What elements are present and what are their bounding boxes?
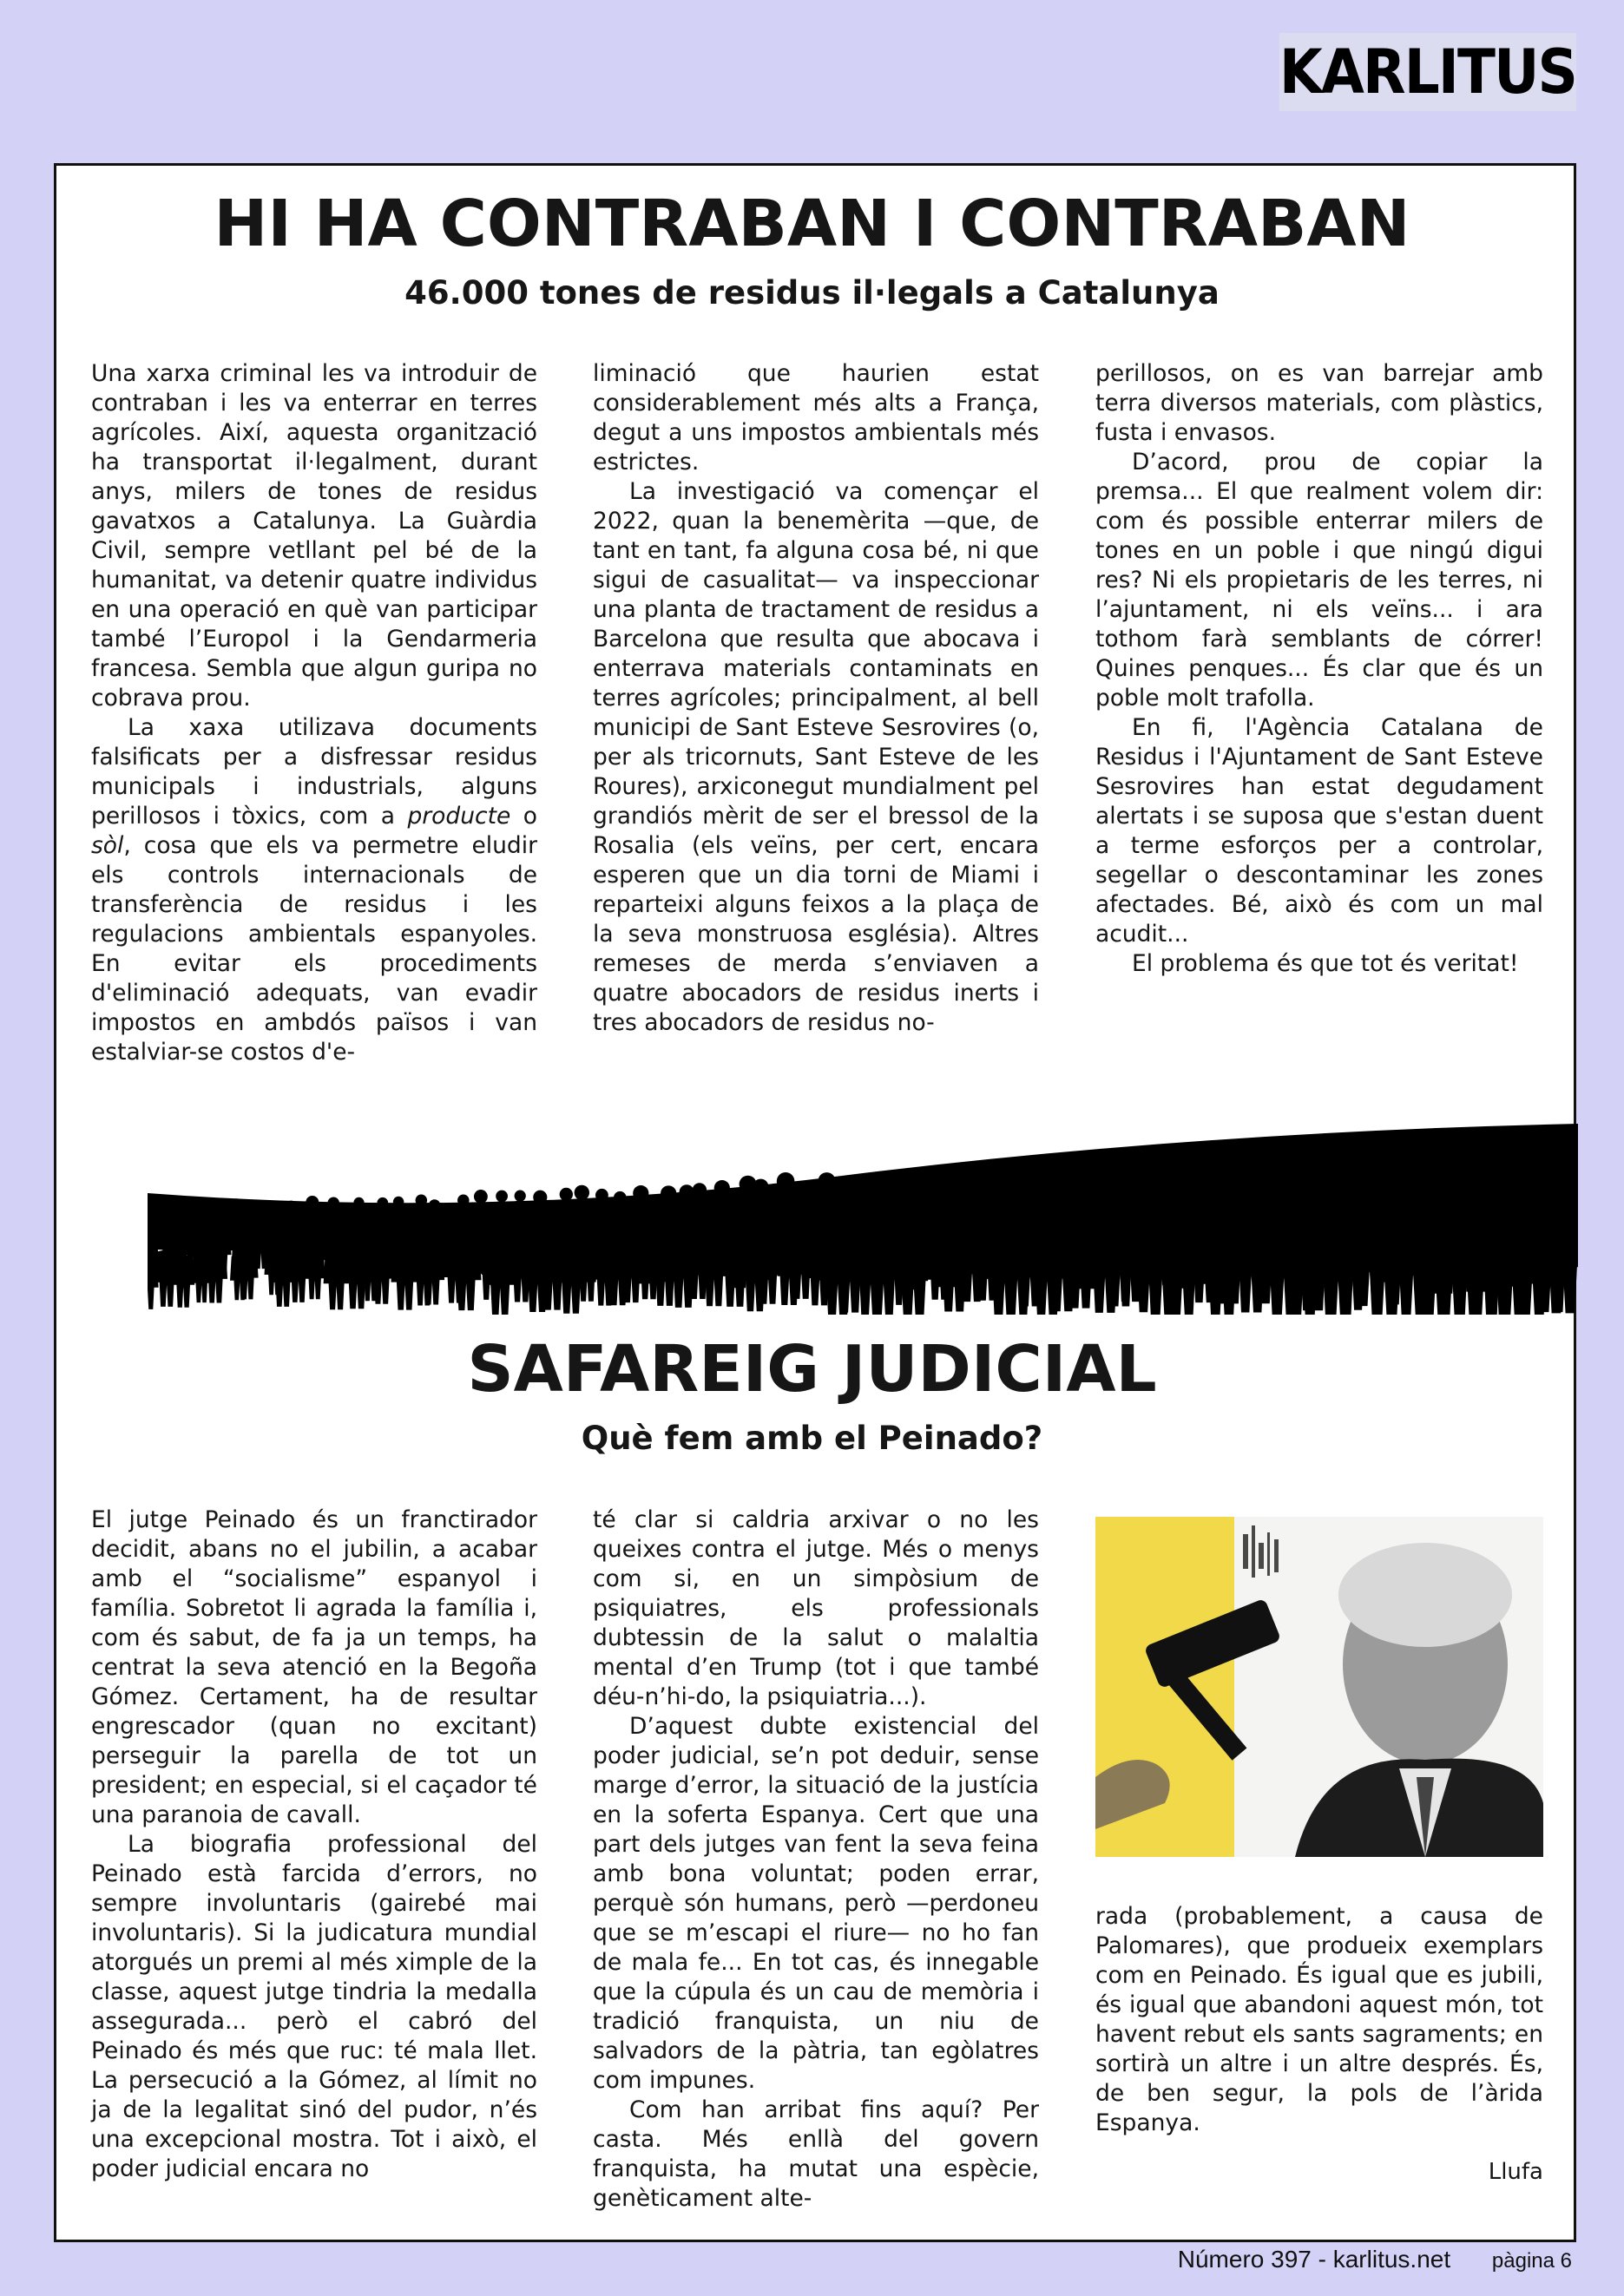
article1-column-2 — [593, 359, 1039, 1038]
article2-column-2 — [593, 1506, 1039, 2214]
paragraph: D’aquest dubte existencial del poder judicial, se’n pot deduir, sense marge d’error, la situació de la justícia en la soferta Espanya. Cert que una part dels jutges van fent la seva feina amb bona voluntat; poden errar, perquè són humans, però —perdoneu que se m’escapi el riure— no ho fan de mala fe... En tot cas, és innegable que la cúpula és un cau de memòria i tradició franquista, un niu de salvadors de la pàtria, tan egòlatres com impunes. — [593, 1713, 1039, 2094]
paragraph: D’acord, prou de copiar la premsa... El que realment volem dir: com és possible enterrar milers de tones en un poble i que ningú digui res? Ni els propietaris de les terres, ni l’ajuntament, ni els veïns... i ara tothom farà semblants de córrer! Quines penques... És clar que és un poble molt trafolla. — [1095, 449, 1543, 712]
paragraph: En fi, l'Agència Catalana de Residus i l'Ajuntament de Sant Esteve Sesrovires han estat degudament alertats i se suposa que s'estan duent a terme esforços per a controlar, segellar o descontaminar les zones afectades. Bé, això és com un mal acudit... — [1095, 714, 1543, 948]
article2-column-1 — [91, 1506, 537, 2184]
paragraph: La investigació va començar el 2022, quan la benemèrita —que, de tant en tant, fa alguna cosa bé, ni que sigui de casualitat— va inspeccionar una planta de tractament de residus a Barcelona que resulta que abocava i enterrava materials contaminats en terres agrícoles; principalment, al bell municipi de Sant Esteve Sesrovires (o, per als tricornuts, Sant Esteve de les Roures), arxiconegut mundialment pel grandiós mèrit de ser el bressol de la Rosalia (els veïns, per cert, encara esperen que un dia torni de Miami i reparteixi alguns feixos a la plaça de la seva monstruosa església). Altres remeses de merda s’enviaven a quatre abocadors de residus inerts i tres abocadors de residus no- — [593, 478, 1039, 1036]
article1-column-3 — [1095, 359, 1543, 979]
brand-logo: KARLITUS — [1279, 33, 1576, 111]
paragraph: rada (probablement, a causa de Palomares), que produeix exemplars com en Peinado. És igual que es jubili, és igual que abandoni aquest món, tot havent rebut els sants sagraments; en sortirà un altre i un altre després. És, de ben segur, la pols de l’àrida Espanya. — [1095, 1903, 1543, 2136]
article1-title: HI HA CONTRABAN I CONTRABAN — [214, 187, 1410, 261]
paragraph: perillosos, on es van barrejar amb terra diversos materials, com plàstics, fusta i envasos. — [1095, 360, 1543, 446]
issue-info: Número 397 - karlitus.net — [1177, 2246, 1451, 2273]
paragraph: Una xarxa criminal les va introduir de contraban i les va enterrar en terres agrícoles. Així, aquesta organització ha transportat il·legalment, durant anys, milers de tones de residus gavatxos a Catalunya. La Guàrdia Civil, sempre vetllant pel bé de la humanitat, va detenir quatre individus en una operació en què van participar també l’Europol i la Gendarmeria francesa. Sembla que algun guripa no cobrava prou. — [91, 360, 537, 712]
author-signature: Llufa — [1488, 2159, 1543, 2185]
paragraph: liminació que haurien estat considerablement més alts a França, degut a uns impostos ambientals més estrictes. — [593, 360, 1039, 476]
article1-column-1 — [91, 359, 537, 1067]
page-footer — [1178, 2246, 1572, 2273]
article2-subtitle: Què fem amb el Peinado? — [581, 1420, 1043, 1457]
crowd-silhouette-image — [148, 1089, 1578, 1315]
article2-title: SAFAREIG JUDICIAL — [467, 1332, 1157, 1407]
paragraph: Com han arribat fins aquí? Per casta. Més enllà del govern franquista, ha mutat una espècie, genèticament alte- — [593, 2096, 1039, 2212]
paragraph: El jutge Peinado és un franctirador decidit, abans no el jubilin, a acabar amb el “socialisme” espanyol i família. Sobretot li agrada la família i, com és sabut, de fa ja un temps, ha centrat la seva atenció en la Begoña Gómez. Certament, ha de resultar engrescador (quan no excitant) perseguir la parella de tot un president; en especial, si el caçador té una paranoia de cavall. — [91, 1506, 537, 1828]
paragraph: El problema és que tot és veritat! — [1132, 950, 1519, 977]
judge-gavel-photo — [1095, 1517, 1543, 1857]
page-number: pàgina 6 — [1491, 2249, 1572, 2273]
paragraph: La xaxa utilizava documents falsificats per a disfressar residus municipals i industrials, alguns perillosos i tòxics, com a producte o sòl, cosa que els va permetre eludir els controls internacionals de transferència de residus i les regulacions ambientals espanyoles. En evitar els procediments d'eliminació adequats, van evadir impostos en ambdós països i van estalviar-se costos d'e- — [91, 714, 537, 1066]
article1-subtitle: 46.000 tones de residus il·legals a Catalunya — [404, 274, 1220, 312]
article2-column-3 — [1095, 1902, 1543, 2138]
paragraph: té clar si caldria arxivar o no les queixes contra el jutge. Més o menys com si, en un simpòsium de psiquiatres, els professionals dubtessin de la salut o malaltia mental d’en Trump (tot i que també déu-n’hi-do, la psiquiatria...). — [593, 1506, 1039, 1710]
paragraph: La biografia professional del Peinado està farcida d’errors, no sempre involuntaris (gairebé mai involuntaris). Si la judicatura mundial atorgués un premi al més ximple de la classe, aquest jutge tindria la medalla assegurada... però el cabró del Peinado és més que ruc: té mala llet. La persecució a la Gómez, al límit no ja de la legalitat sinó del pudor, n’és una excepcional mostra. Tot i això, el poder judicial encara no — [91, 1831, 537, 2182]
crowd-mass — [148, 1124, 1578, 1263]
